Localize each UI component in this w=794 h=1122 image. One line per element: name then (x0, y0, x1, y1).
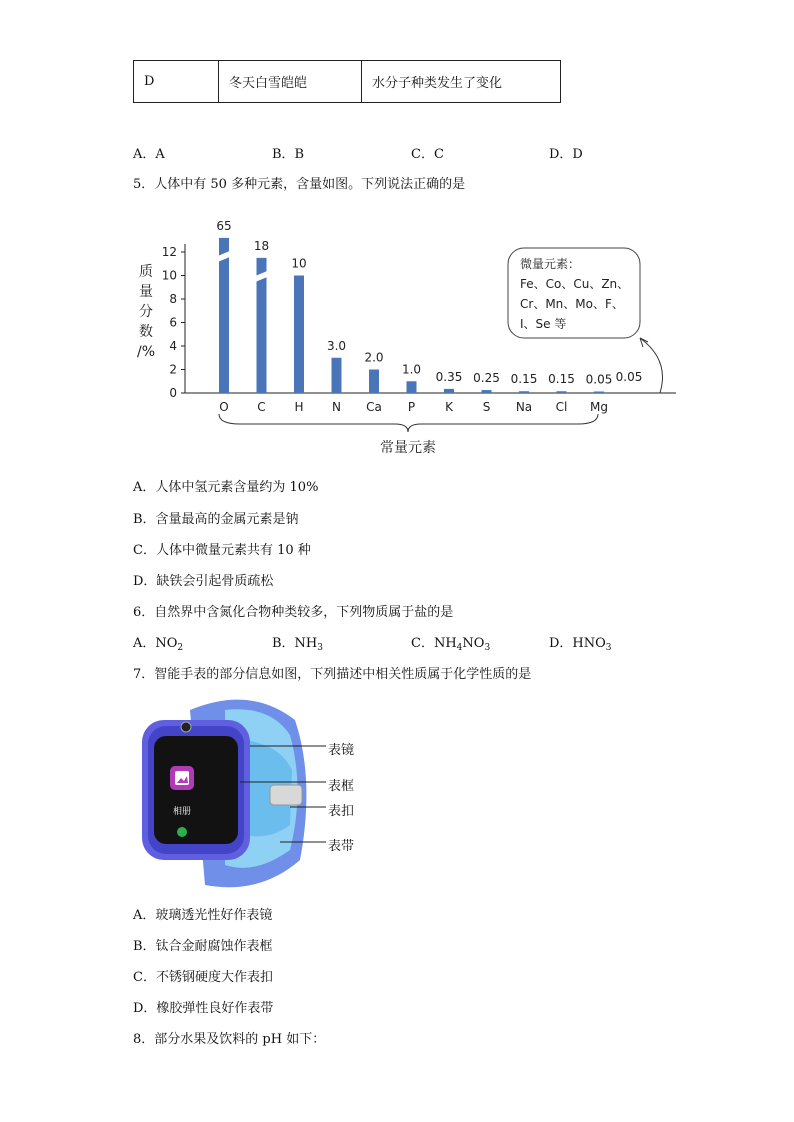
x-tick-label-Cl: Cl (555, 400, 568, 414)
callout-text: Cr、Mn、Mo、F、 (520, 297, 624, 311)
formula-subscript: 2 (177, 643, 184, 653)
q5-option-a: A．人体中氢元素含量约为 10% (133, 480, 319, 495)
q7-option-a: A．玻璃透光性好作表镜 (133, 908, 273, 923)
data-label-C: 18 (253, 238, 270, 253)
x-tick-label-Ca: Ca (366, 400, 382, 414)
bar-S (482, 390, 492, 393)
table-cell: 冬天白雪皑皑 (219, 61, 362, 103)
y-tick-label: 2 (169, 362, 177, 377)
q6-option-b (272, 632, 323, 653)
callout-text: Fe、Co、Cu、Zn、 (520, 277, 630, 291)
q4-option-c: C．C (411, 147, 444, 162)
data-label-K: 0.35 (435, 369, 463, 384)
q6-option-a (133, 632, 183, 653)
bar-Cl (557, 391, 567, 393)
y-tick-label: 4 (169, 339, 177, 353)
q7-stem: 7．智能手表的部分信息如图，下列描述中相关性质属于化学性质的是 (133, 667, 532, 682)
data-label-N: 3.0 (326, 338, 347, 353)
formula-text: B．NH (272, 636, 318, 651)
q4-option-b: B．B (272, 147, 305, 162)
q4-option-a: A．A (133, 147, 165, 162)
formula-text: NO (462, 636, 485, 651)
bar-Na (519, 391, 529, 393)
y-axis-label: /% (136, 344, 156, 360)
formula-subscript: 3 (605, 643, 612, 653)
formula-text: A．NO (133, 636, 178, 651)
y-tick-label: 10 (161, 268, 177, 283)
data-label-H: 10 (291, 256, 307, 271)
x-tick-label-Mg: Mg (590, 400, 608, 414)
watch-buckle (270, 785, 302, 805)
bar-H (294, 276, 304, 394)
q4-option-d: D．D (549, 147, 583, 162)
q5-option-d: D．缺铁会引起骨质疏松 (133, 574, 274, 589)
label-watch-buckle: 表扣 (328, 804, 355, 819)
bar-K (444, 389, 454, 393)
x-tick-label-H: H (294, 400, 304, 414)
bar-O (219, 238, 229, 393)
data-label-Mg: 0.05 (585, 372, 613, 387)
q6-option-c (411, 632, 490, 653)
x-tick-label-Na: Na (515, 400, 533, 414)
major-elements-brace (219, 414, 598, 432)
data-label-O: 65 (216, 218, 232, 233)
bar-Ca (369, 370, 379, 394)
brace-label: 常量元素 (380, 440, 436, 456)
trace-element-label: 0.05 (615, 370, 643, 384)
y-tick-label: 0 (169, 386, 177, 400)
element-content-chart (0, 0, 794, 470)
bar-Mg (594, 392, 604, 394)
smartwatch-illustration (130, 690, 330, 900)
y-tick-label: 8 (169, 292, 177, 306)
bar-N (332, 358, 342, 393)
table-cell: D (134, 61, 219, 103)
callout-arrow (640, 338, 663, 393)
data-label-S: 0.25 (473, 371, 500, 386)
y-tick-label: 12 (161, 245, 177, 259)
q6-stem: 6．自然界中含氮化合物种类较多，下列物质属于盐的是 (133, 605, 454, 620)
camera-icon (181, 722, 191, 732)
table-cell: 水分子种类发生了变化 (362, 61, 561, 103)
y-axis-label: 数 (139, 324, 153, 340)
formula-text: D．HNO (549, 636, 606, 651)
q5-option-b: B．含量最高的金属元素是钠 (133, 512, 299, 527)
data-label-P: 1.0 (401, 362, 422, 377)
x-tick-label-P: P (407, 400, 416, 414)
q7-option-c: C．不锈钢硬度大作表扣 (133, 970, 273, 985)
label-watch-frame: 表框 (328, 779, 355, 794)
callout-text: I、Se 等 (520, 317, 567, 331)
x-tick-label-N: N (332, 400, 341, 414)
x-tick-label-K: K (445, 400, 453, 414)
formula-text: C．NH (411, 636, 457, 651)
q8-stem: 8．部分水果及饮料的 pH 如下： (133, 1032, 326, 1047)
y-axis-label: 质 (139, 264, 153, 280)
label-watch-strap: 表带 (328, 839, 355, 854)
watch-screen (154, 736, 238, 844)
phone-icon (177, 827, 187, 837)
x-tick-label-S: S (482, 400, 491, 414)
y-axis-label: 分 (139, 304, 153, 320)
bar-P (407, 381, 417, 393)
screen-label: 相册 (172, 807, 192, 817)
formula-subscript: 4 (456, 643, 463, 653)
q6-option-d (549, 632, 612, 653)
formula-subscript: 3 (317, 643, 323, 653)
label-watch-glass: 表镜 (328, 743, 355, 758)
q7-option-d: D．橡胶弹性良好作表带 (133, 1001, 274, 1016)
data-label-Na: 0.15 (510, 372, 538, 387)
q5-stem: 5．人体中有 50 多种元素，含量如图。下列说法正确的是 (133, 177, 466, 192)
x-tick-label-C: C (257, 400, 266, 414)
q7-option-b: B．钛合金耐腐蚀作表框 (133, 939, 273, 954)
formula-subscript: 3 (484, 643, 491, 653)
y-axis-label: 量 (139, 284, 153, 300)
x-tick-label-O: O (219, 400, 229, 414)
data-label-Cl: 0.15 (548, 372, 575, 387)
data-label-Ca: 2.0 (364, 350, 384, 365)
callout-text: 微量元素： (520, 257, 581, 271)
q5-option-c: C．人体中微量元素共有 10 种 (133, 543, 311, 558)
y-tick-label: 6 (169, 315, 177, 330)
